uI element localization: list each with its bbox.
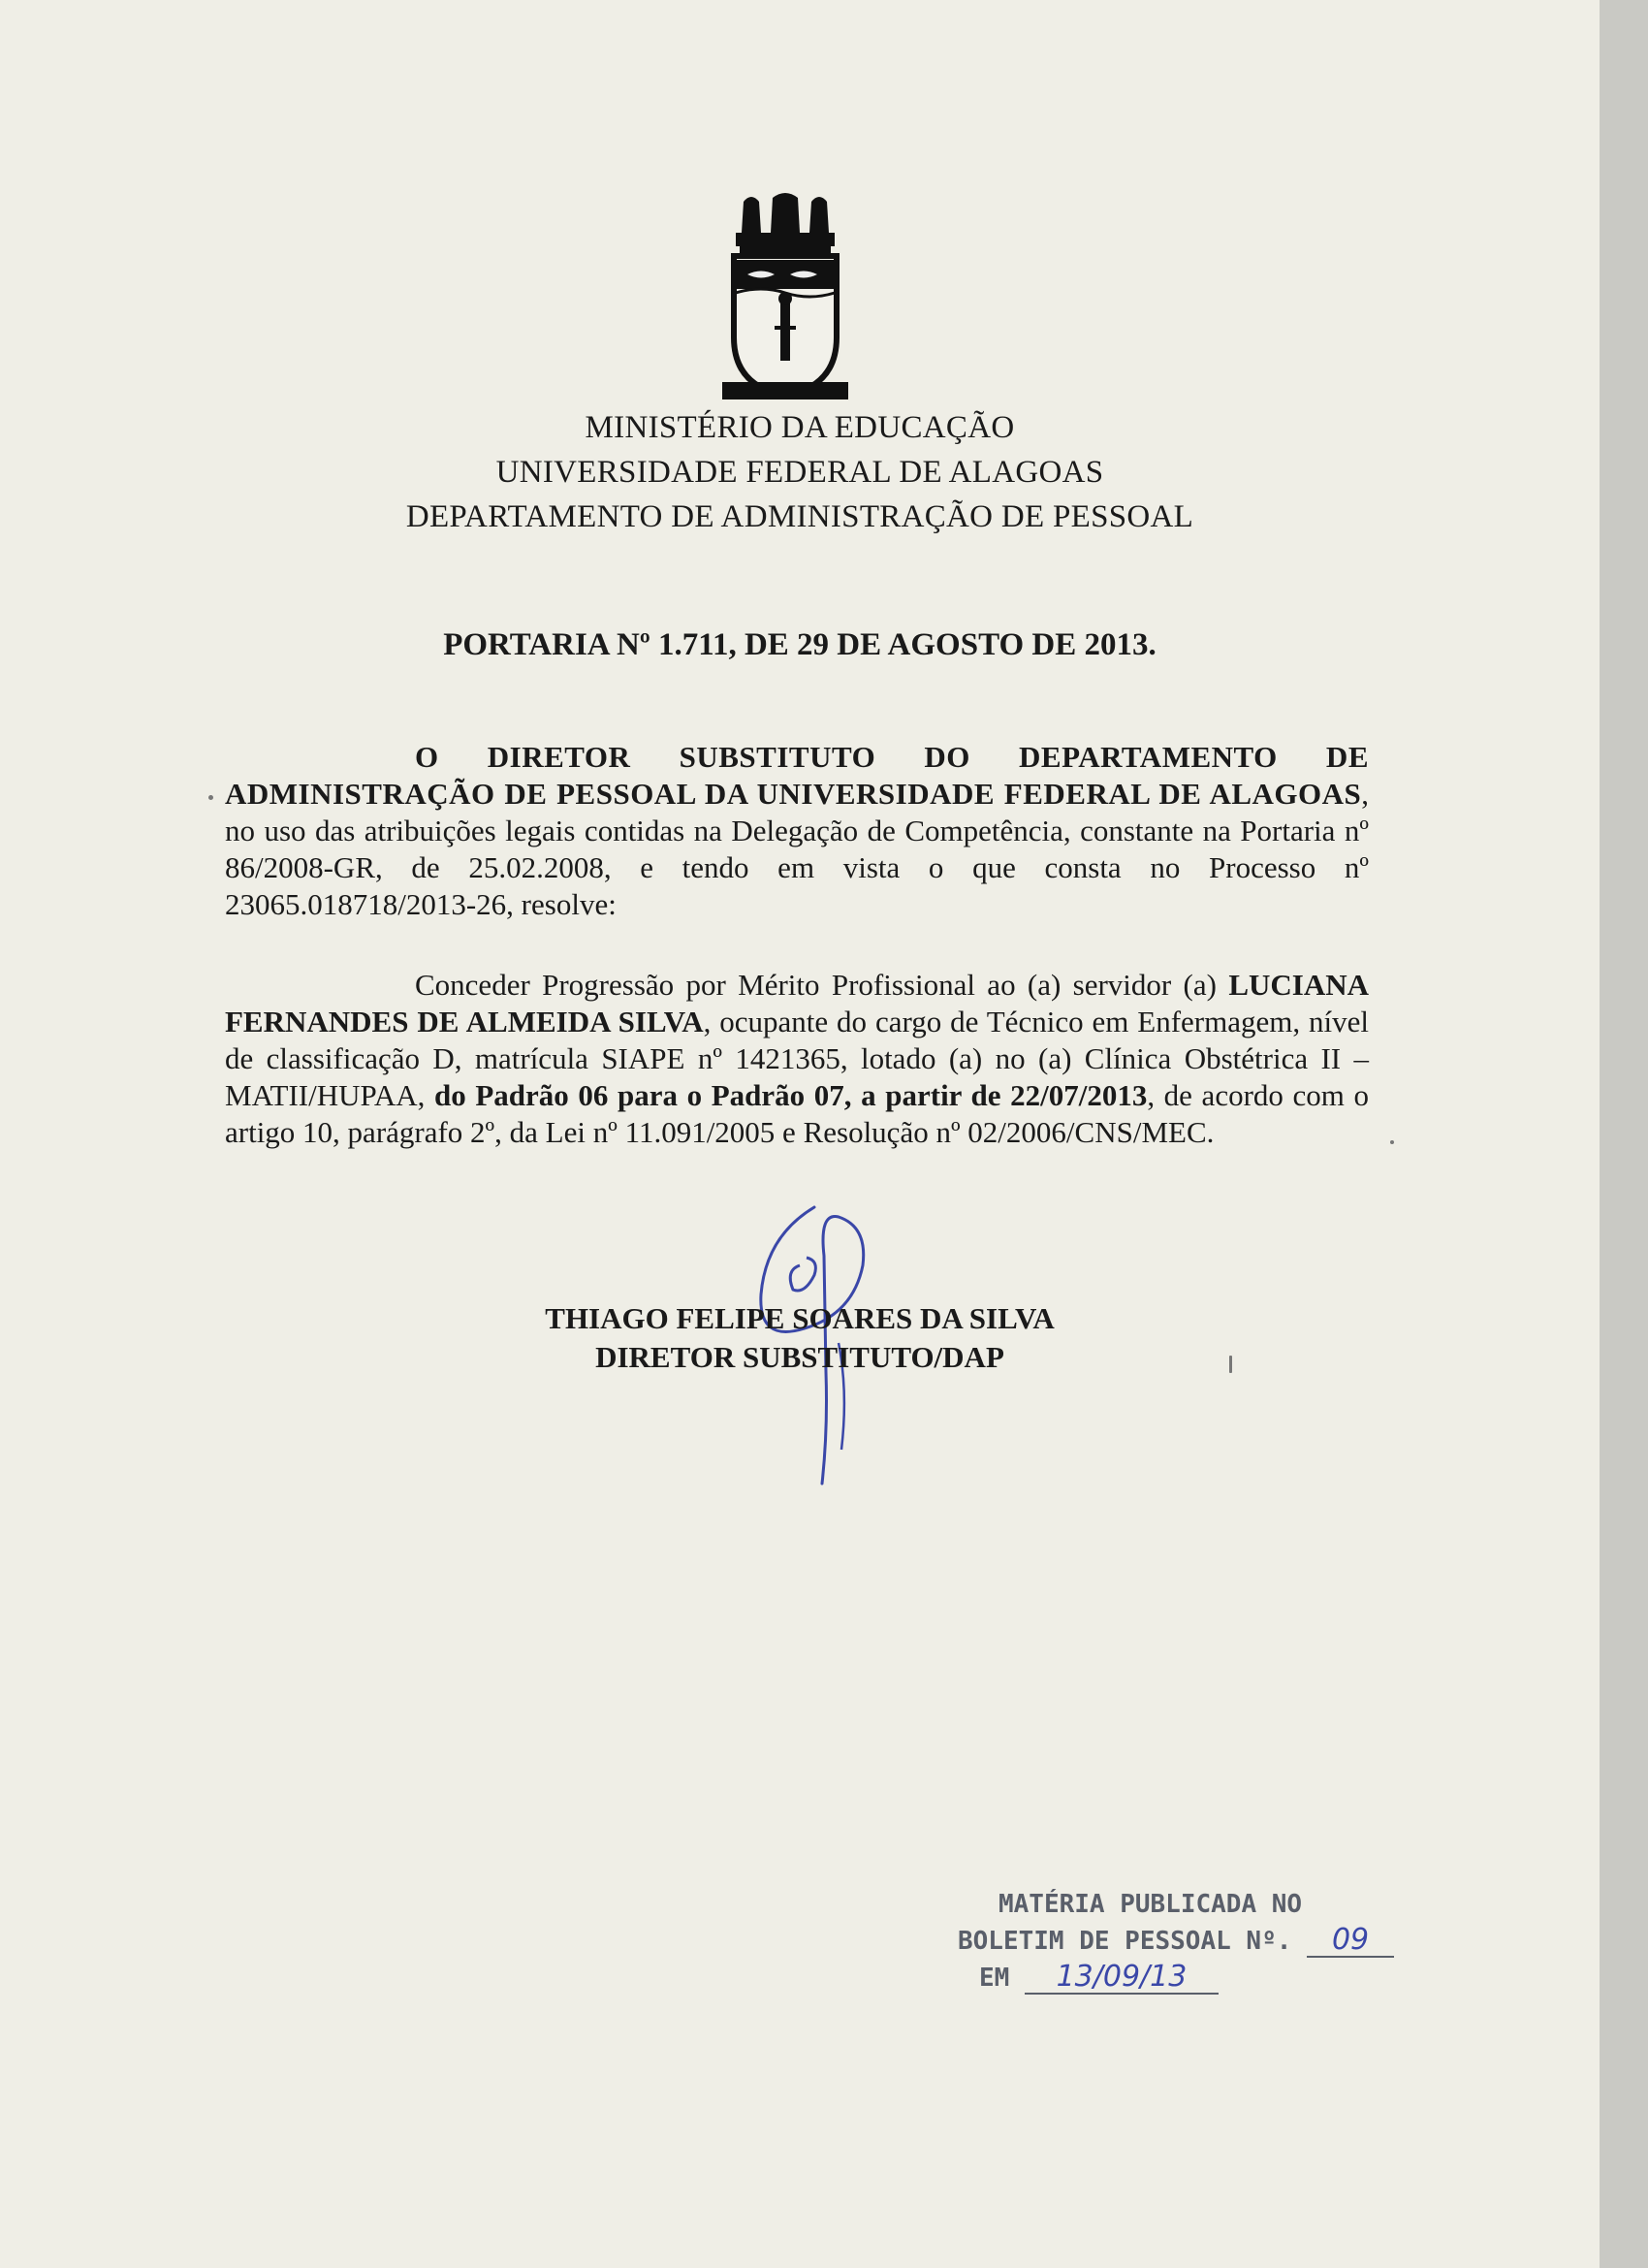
stamp-line-1: MATÉRIA PUBLICADA NO bbox=[998, 1890, 1303, 1919]
decision-text-3: , de acordo com o artigo 10, parágrafo 2º, da Lei nº 11.091/2005 e Resolução nº 02/2006/CNS/MEC. bbox=[225, 1078, 1369, 1149]
paper-speck bbox=[208, 795, 213, 800]
progression-change: do Padrão 06 para o Padrão 07, a partir de 22/07/2013 bbox=[434, 1078, 1148, 1112]
portaria-title: PORTARIA Nº 1.711, DE 29 DE AGOSTO DE 2013. bbox=[443, 627, 1157, 662]
stamp-line-2 bbox=[958, 1923, 1370, 1960]
preamble-bold-intro: O DIRETOR SUBSTITUTO DO DEPARTAMENTO DE ADMINISTRAÇÃO DE PESSOAL DA UNIVERSIDADE FEDERAL DE ALAGOAS bbox=[225, 740, 1369, 811]
stamp-bulletin-label: BOLETIM DE PESSOAL Nº. bbox=[958, 1927, 1292, 1956]
preamble-paragraph bbox=[225, 739, 1369, 923]
employee-name: LUCIANA FERNANDES DE ALMEIDA SILVA bbox=[225, 968, 1369, 1038]
publication-stamp bbox=[958, 1886, 1370, 1996]
signatory-block bbox=[0, 1299, 1600, 1377]
signatory-role: DIRETOR SUBSTITUTO/DAP bbox=[595, 1340, 1004, 1374]
stamp-date-label: EM bbox=[979, 1964, 1010, 1993]
scan-edge bbox=[1600, 0, 1648, 2268]
preamble-text: , no uso das atribuições legais contidas na Delegação de Competência, constante na Portaria nº 86/2008-GR, de 25.02.2008, e tendo em vista o que consta no Processo nº 23065.018718/2013-26, resolve: bbox=[225, 777, 1369, 921]
signatory-name: THIAGO FELIPE SOARES DA SILVA bbox=[545, 1301, 1055, 1335]
paper-speck bbox=[1390, 1140, 1394, 1144]
stamp-line-3 bbox=[958, 1960, 1326, 1996]
paper-mark bbox=[1229, 1356, 1232, 1373]
decision-text-1: Conceder Progressão por Mérito Profissional ao (a) servidor (a) bbox=[415, 968, 1229, 1002]
decision-paragraph bbox=[225, 967, 1369, 1151]
decision-text-2: , ocupante do cargo de Técnico em Enfermagem, nível de classificação D, matrícula SIAPE nº 1421365, lotado (a) no (a) Clínica Obstétrica II – MATII/HUPAA, bbox=[225, 1005, 1369, 1112]
university-name: UNIVERSIDADE FEDERAL DE ALAGOAS bbox=[495, 455, 1104, 490]
ministry-name: MINISTÉRIO DA EDUCAÇÃO bbox=[585, 410, 1015, 445]
department-name: DEPARTAMENTO DE ADMINISTRAÇÃO DE PESSOAL bbox=[405, 499, 1194, 534]
stamp-bulletin-number: 09 bbox=[1307, 1925, 1394, 1958]
stamp-date: 13/09/13 bbox=[1025, 1962, 1219, 1995]
header bbox=[0, 405, 1600, 539]
university-emblem-icon bbox=[722, 192, 848, 405]
